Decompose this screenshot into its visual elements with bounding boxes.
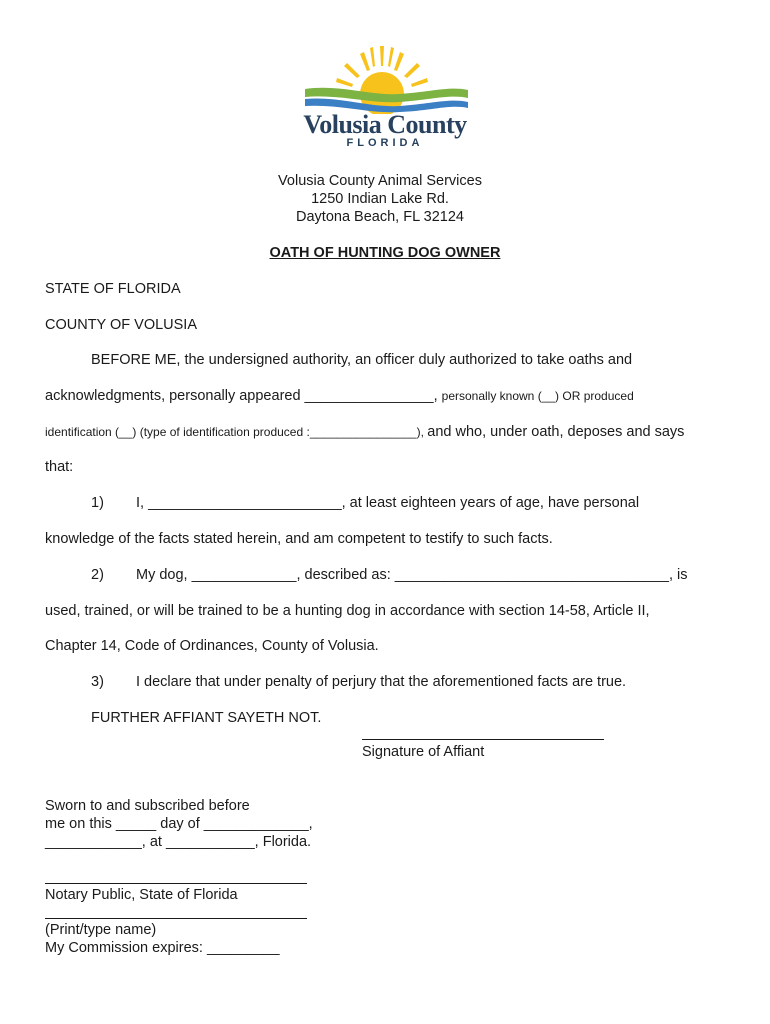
paragraph-1-line-3 [45,423,684,441]
appeared-text: acknowledgments, personally appeared ________________, [45,388,442,404]
item-1-continuation: knowledge of the facts stated herein, and am competent to testify to such facts. [45,531,553,547]
volusia-county-logo [300,44,470,154]
address-line-3: Daytona Beach, FL 32124 [296,209,464,225]
logo-subtitle: FLORIDA [346,137,424,149]
state-heading: STATE OF FLORIDA [45,281,181,297]
logo-wordmark: Volusia County [303,110,467,139]
item-2-number: 2) [91,567,104,583]
print-type-name-label: (Print/type name) [45,922,157,938]
item-3-number: 3) [91,674,104,690]
item-1-text: I, ________________________, at least eighteen years of age, have personal [136,495,640,511]
document-title: OATH OF HUNTING DOG OWNER [269,245,501,261]
affiant-signature-line[interactable] [362,739,604,740]
item-2-continuation-2: Chapter 14, Code of Ordinances, County of Volusia. [45,638,379,654]
sworn-line-2: me on this _____ day of _____________, [45,816,313,832]
paragraph-1-line-4: that: [45,459,74,475]
sworn-line-3: ____________, at ___________, Florida. [45,834,312,850]
identification-text: identification (__) (type of identification produced :________________), [45,425,428,439]
sworn-line-1: Sworn to and subscribed before [45,798,250,814]
sun-logo-icon [300,44,470,114]
notary-public-label: Notary Public, State of Florida [45,887,238,903]
further-affiant-text: FURTHER AFFIANT SAYETH NOT. [91,710,322,726]
commission-expires-label: My Commission expires: _________ [45,940,280,956]
personally-known-text: personally known (__) OR produced [441,389,634,403]
signature-of-affiant-label: Signature of Affiant [362,744,485,760]
paragraph-1-line-2 [45,387,634,405]
paragraph-1-line-1: BEFORE ME, the undersigned authority, an officer duly authorized to take oaths and [91,352,633,368]
notary-signature-line[interactable] [45,883,307,884]
address-line-2: 1250 Indian Lake Rd. [311,191,449,207]
item-2-continuation-1: used, trained, or will be trained to be a hunting dog in accordance with section 14-58, Article II, [45,603,650,619]
item-1-number: 1) [91,495,104,511]
notary-name-line[interactable] [45,918,307,919]
deposes-text: and who, under oath, deposes and says [427,424,685,440]
item-3-text: I declare that under penalty of perjury that the aforementioned facts are true. [136,674,627,690]
address-line-1: Volusia County Animal Services [278,173,482,189]
item-2-text: My dog, _____________, described as: __________________________________, is [136,567,688,583]
county-heading: COUNTY OF VOLUSIA [45,317,198,333]
